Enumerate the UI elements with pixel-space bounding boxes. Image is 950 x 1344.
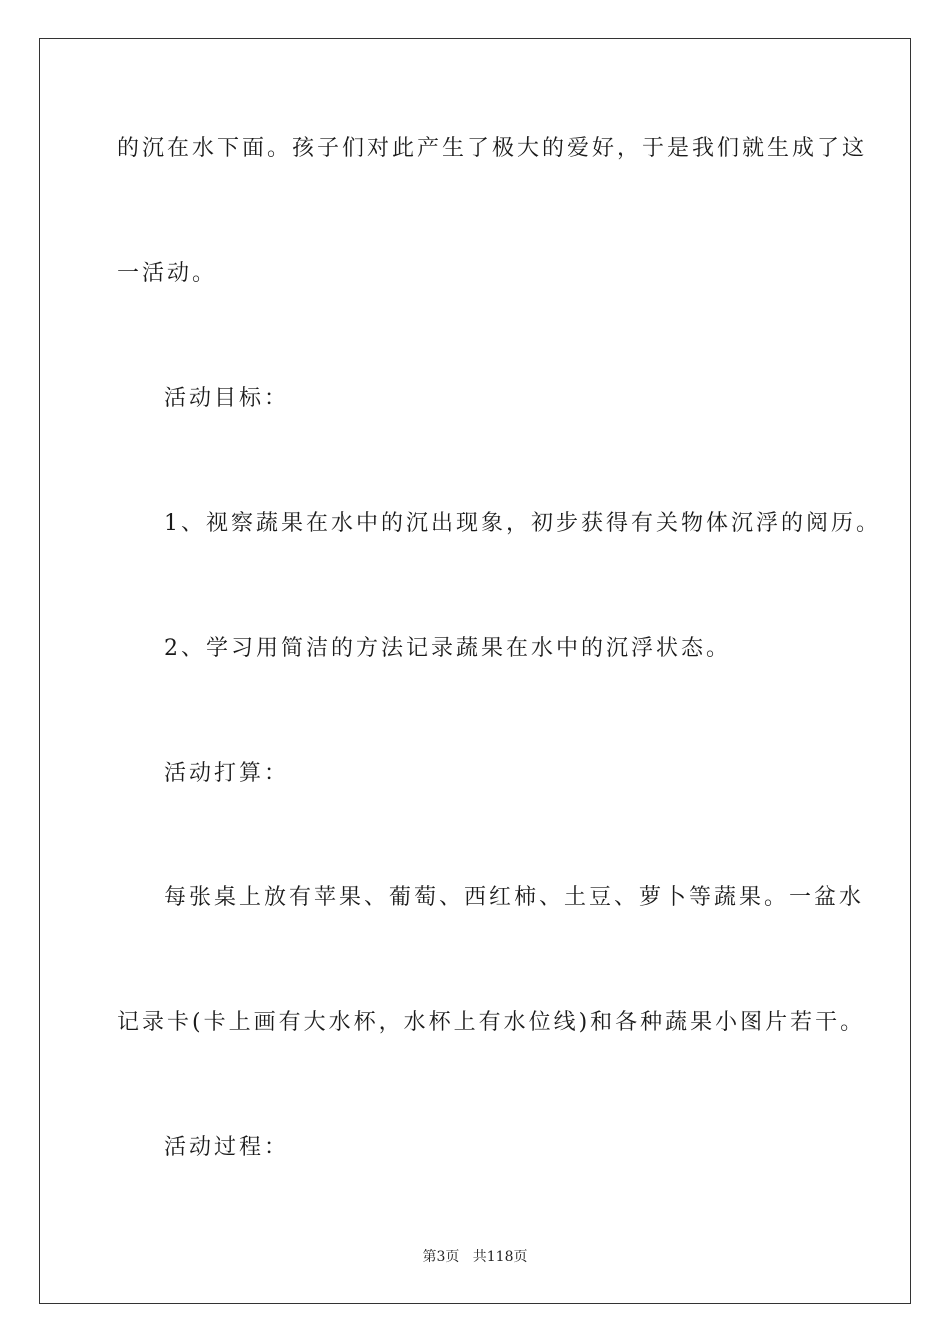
paragraph-line-1: 的沉在水下面。孩子们对此产生了极大的爱好，于是我们就生成了这 <box>117 136 868 161</box>
page-number-footer: 第3页 共118页 <box>422 1249 528 1265</box>
section-heading-preparation: 活动打算： <box>164 761 290 786</box>
goal-item-2: 2、学习用简洁的方法记录蔬果在水中的沉浮状态。 <box>164 636 731 661</box>
page-border <box>39 38 911 1304</box>
section-heading-process: 活动过程： <box>164 1135 290 1160</box>
section-heading-goals: 活动目标： <box>164 386 290 411</box>
preparation-line-1: 每张桌上放有苹果、葡萄、西红柿、土豆、萝卜等蔬果。一盆水 <box>164 885 865 910</box>
paragraph-line-2: 一活动。 <box>117 261 218 286</box>
goal-item-1: 1、视察蔬果在水中的沉出现象，初步获得有关物体沉浮的阅历。 <box>164 511 881 536</box>
preparation-line-2: 记录卡(卡上画有大水杯，水杯上有水位线)和各种蔬果小图片若干。 <box>117 1010 866 1035</box>
